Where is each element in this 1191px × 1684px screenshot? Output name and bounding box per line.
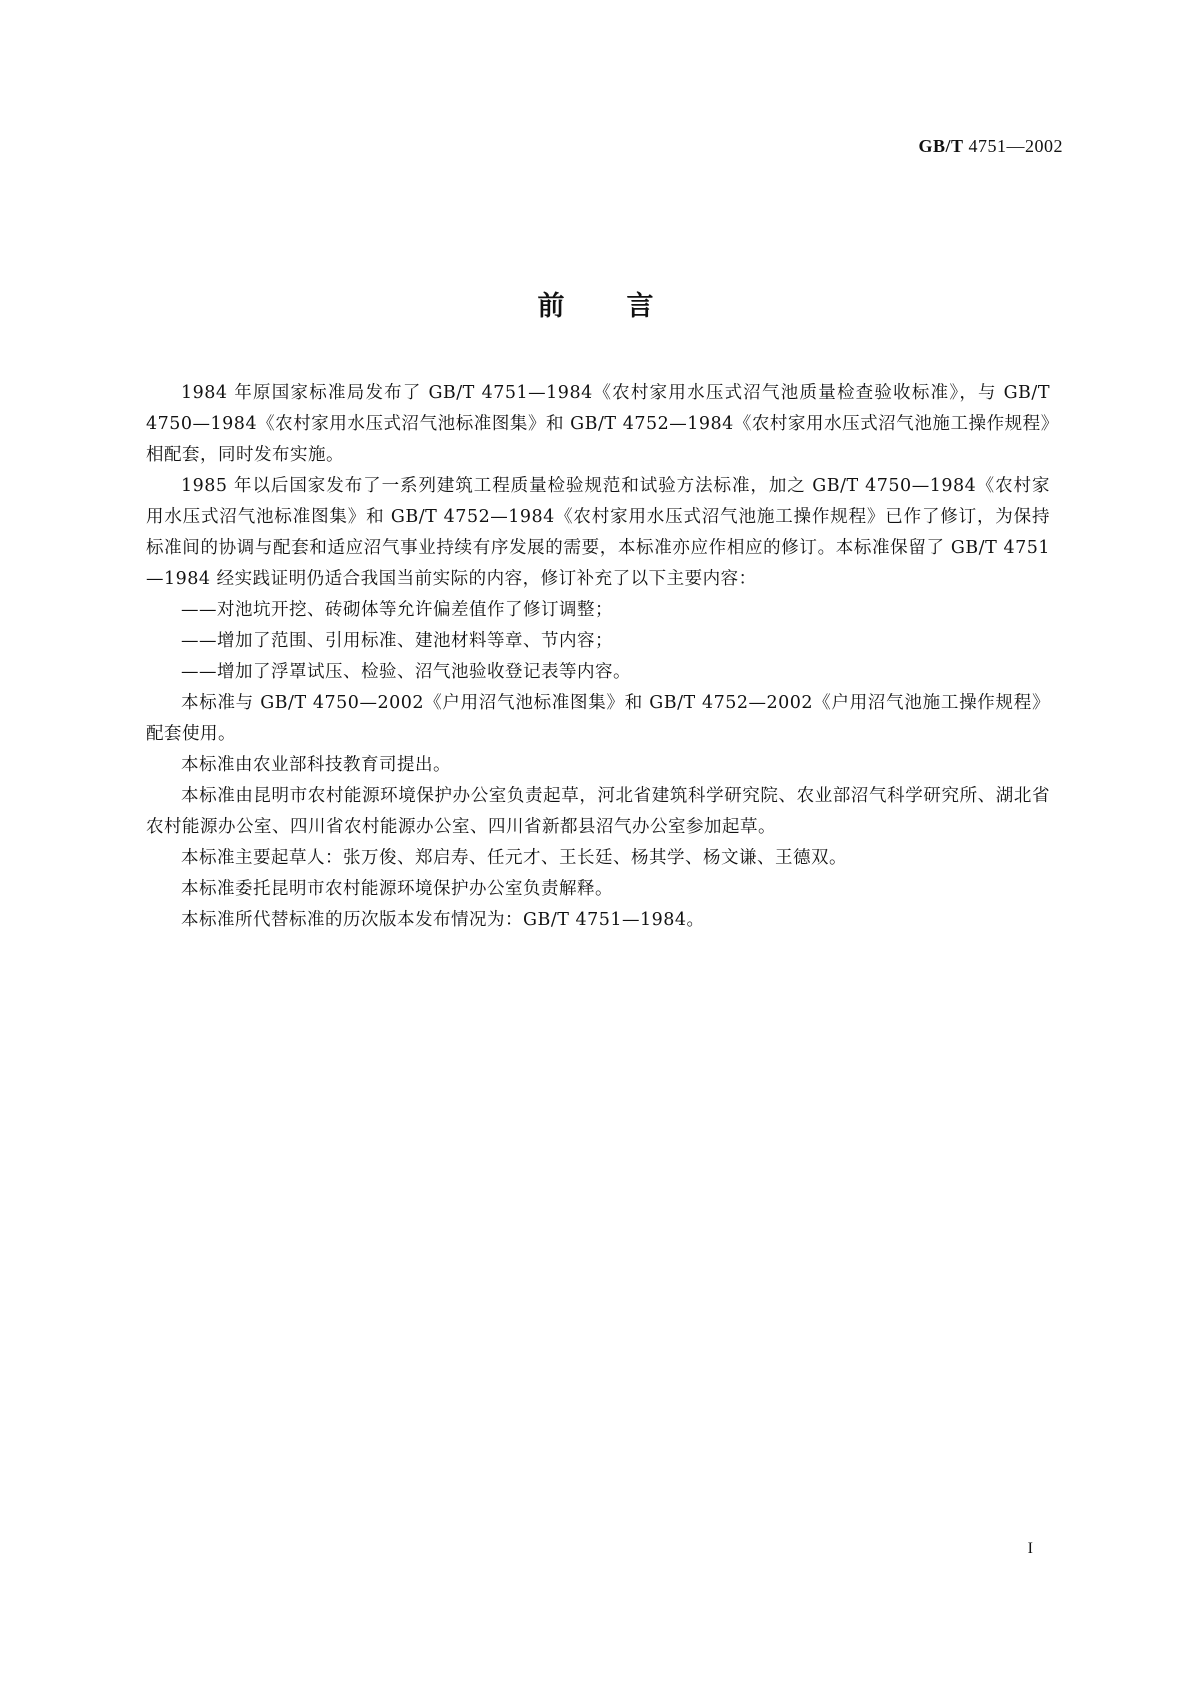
list-item-revision-2: ——增加了范围、引用标准、建池材料等章、节内容； bbox=[181, 631, 613, 651]
page-title: 前言 bbox=[537, 291, 716, 322]
paragraph-previous-versions: 本标准所代替标准的历次版本发布情况为：GB/T 4751—1984。 bbox=[181, 910, 705, 930]
page-number: I bbox=[1027, 1540, 1033, 1557]
list-item-revision-1: ——对池坑开挖、砖砌体等允许偏差值作了修订调整； bbox=[181, 600, 613, 620]
list-item-revision-3: ——增加了浮罩试压、检验、沼气池验收登记表等内容。 bbox=[181, 662, 631, 682]
paragraph-history: 1984 年原国家标准局发布了 GB/T 4751—1984《农村家用水压式沼气池质量检查验收标准》，与 GB/T 4750—1984《农村家用水压式沼气池标准图集》和 GB/T 4752—1984《农村家用水压式沼气池施工操作规程》相配套，同时发布实施。 bbox=[146, 383, 1050, 465]
paragraph-interpretation: 本标准委托昆明市农村能源环境保护办公室负责解释。 bbox=[181, 879, 613, 899]
paragraph-drafting-units: 本标准由昆明市农村能源环境保护办公室负责起草，河北省建筑科学研究院、农业部沼气科学研究所、湖北省农村能源办公室、四川省农村能源办公室、四川省新都县沼气办公室参加起草。 bbox=[146, 786, 1050, 837]
paragraph-companion-standards: 本标准与 GB/T 4750—2002《户用沼气池标准图集》和 GB/T 4752—2002《户用沼气池施工操作规程》配套使用。 bbox=[146, 693, 1050, 744]
standard-code-prefix: GB/T bbox=[918, 136, 964, 156]
standard-code-number: 4751—2002 bbox=[968, 136, 1063, 156]
paragraph-proposer: 本标准由农业部科技教育司提出。 bbox=[181, 755, 451, 775]
foreword-body bbox=[146, 378, 1050, 936]
paragraph-revision-reason: 1985 年以后国家发布了一系列建筑工程质量检验规范和试验方法标准，加之 GB/T 4750—1984《农村家用水压式沼气池标准图集》和 GB/T 4752—1984《农村家用水压式沼气池施工操作规程》已作了修订，为保持标准间的协调与配套和适应沼气事业持续有序发展的需要，本标准亦应作相应的修订。本标准保留了 GB/T 4751—1984 经实践证明仍适合我国当前实际的内容，修订补充了以下主要内容： bbox=[146, 476, 1050, 589]
standard-code bbox=[918, 136, 1063, 157]
paragraph-drafters: 本标准主要起草人：张万俊、郑启寿、任元才、王长廷、杨其学、杨文谦、王德双。 bbox=[181, 848, 847, 868]
